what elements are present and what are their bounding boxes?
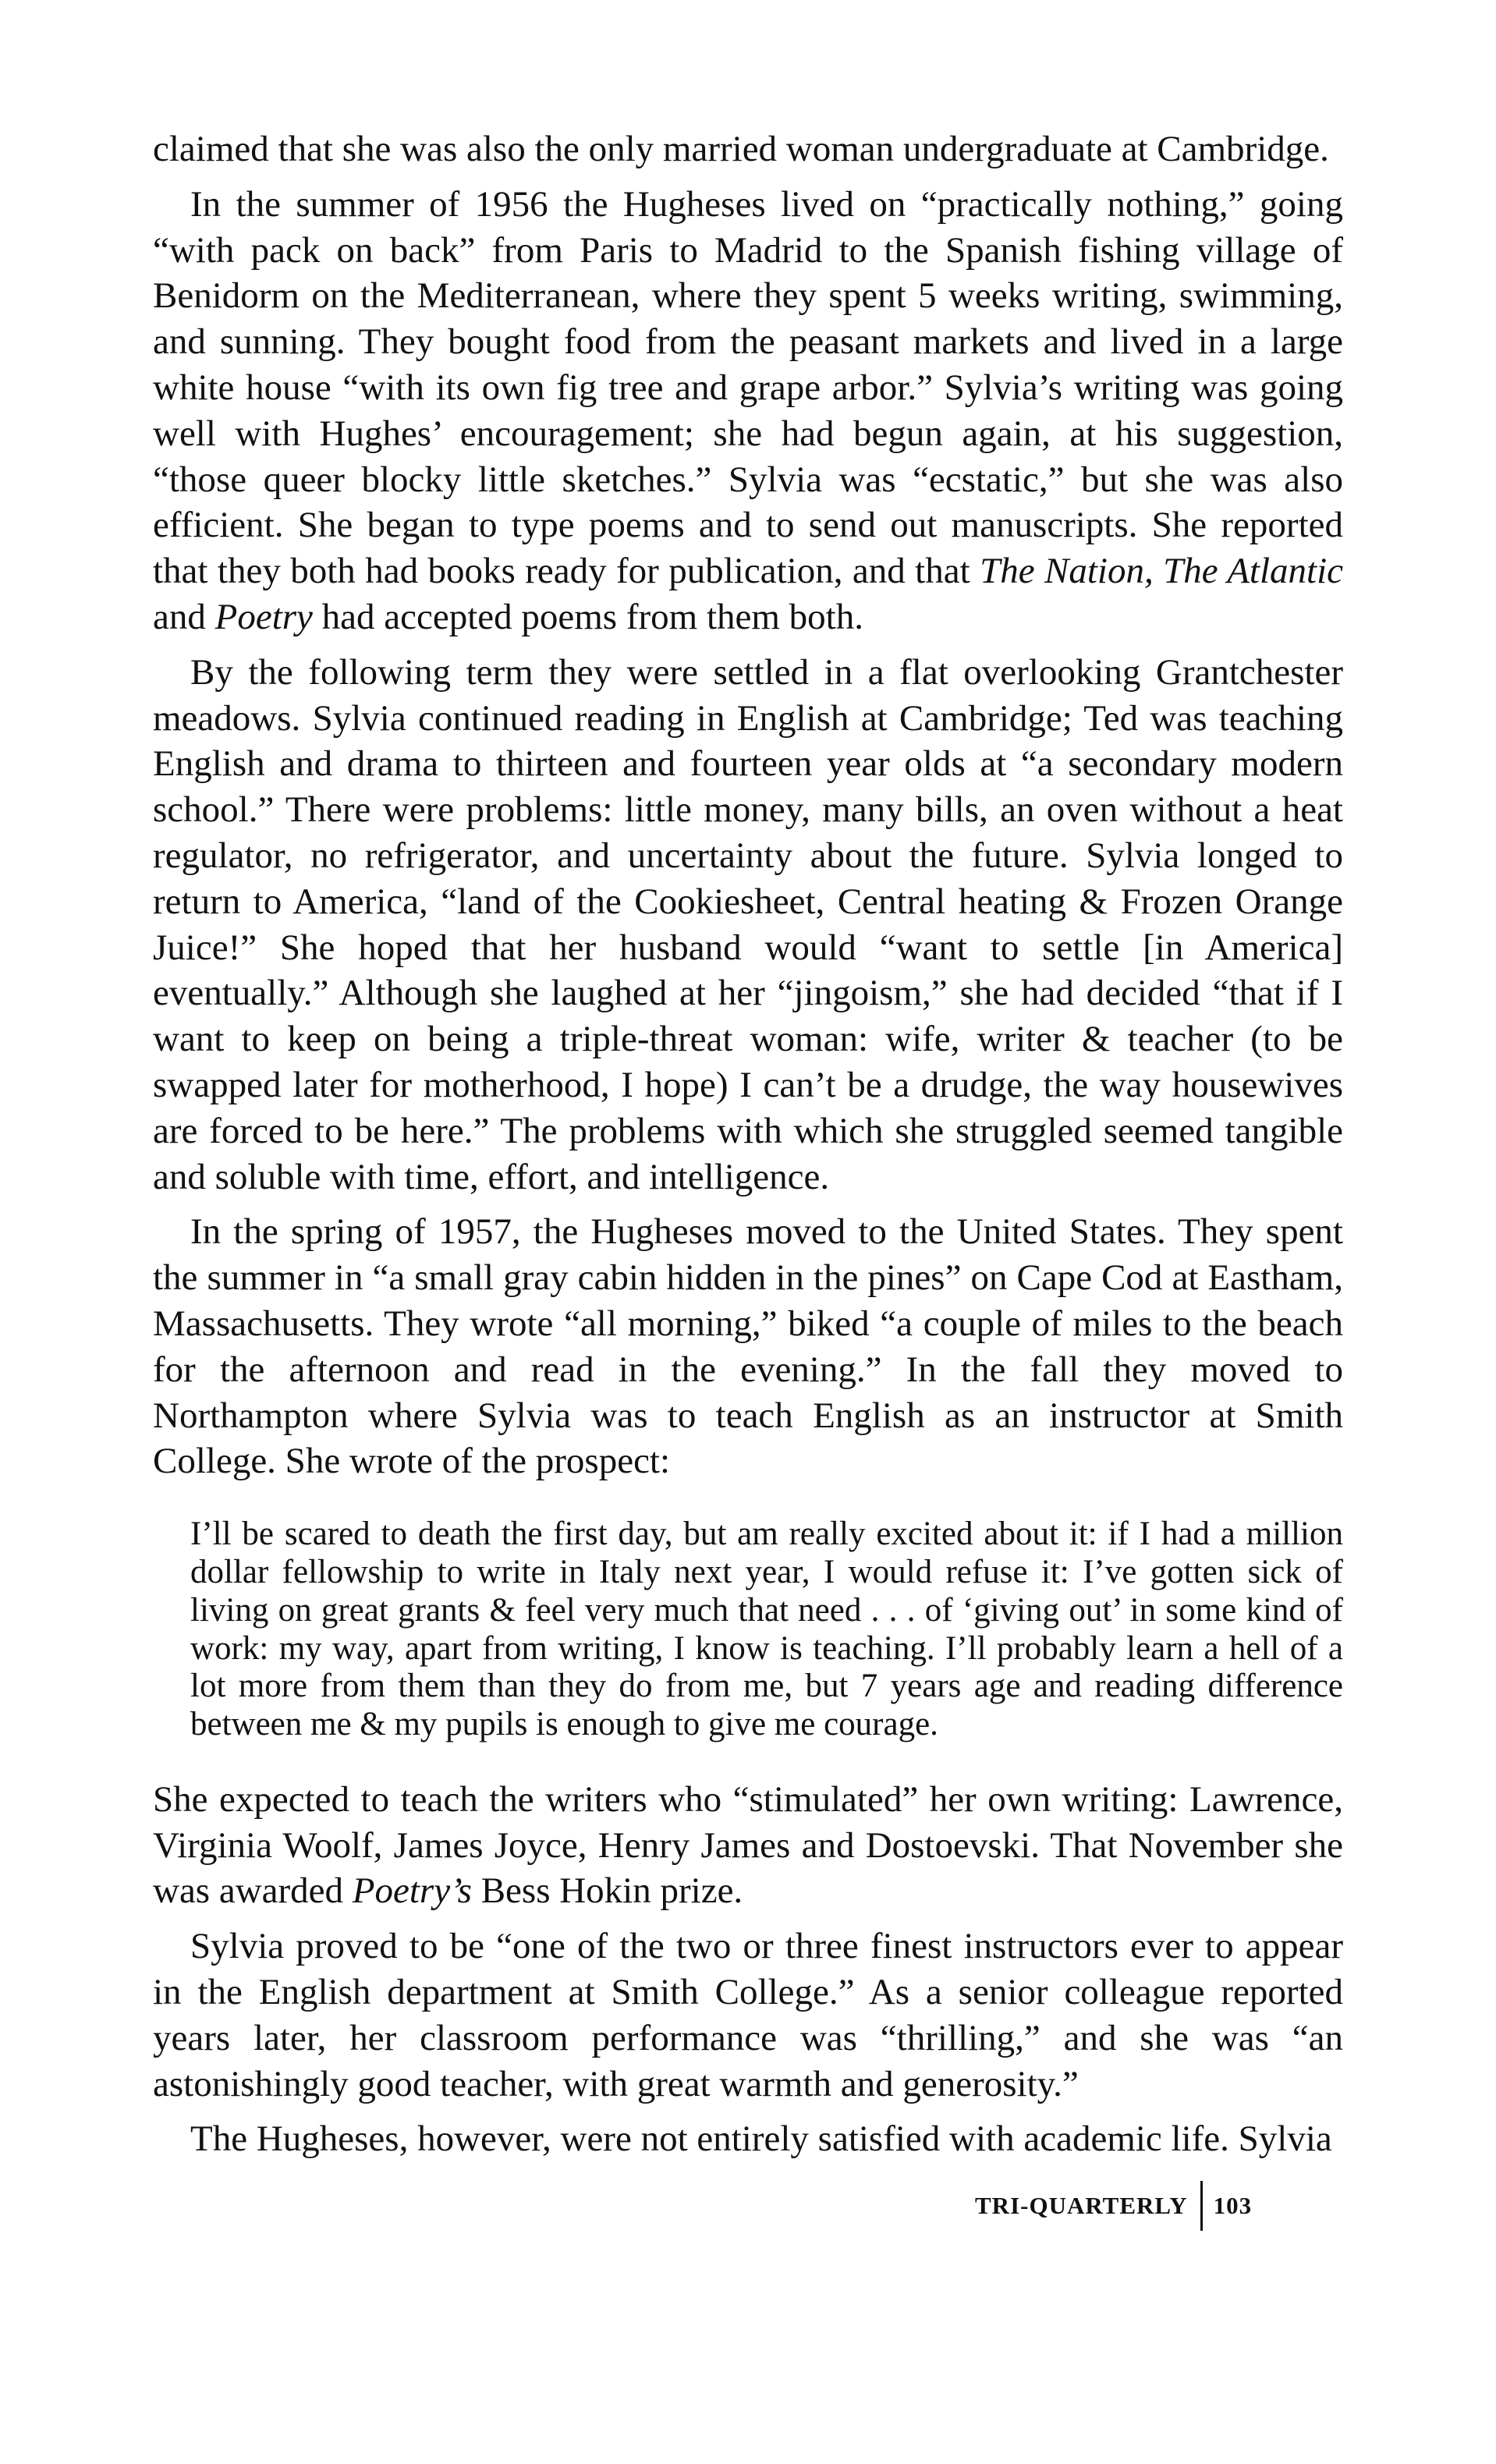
paragraph-text: In the summer of 1956 the Hugheses lived on “practically nothing,” going “with pack on back” from Paris to Madrid to the Spanish fishing village of Benidorm on the Mediterranean, where they spent 5 weeks writing, swimming, and sunning. They bought food from the peasant markets and lived in a large white house “with its own fig tree and grape arbor.” Sylvia’s writing was going well with Hughes’ encouragement; she had begun again, at his suggestion, “those queer blocky little sketches.” Sylvia was “ecstatic,” but she was also efficient. She began to type poems and to send out manuscripts. She reported that they both had books ready for publication, and that <box>153 183 1343 592</box>
footer-divider <box>1200 2181 1203 2231</box>
paragraph-text: and <box>153 596 215 637</box>
paragraph-text: In the spring of 1957, the Hugheses moved to the United States. They spent the summer in “a small gray cabin hidden in the pines” on Cape Cod at Eastham, Massachusetts. They wrote “all morning,” biked “a couple of miles to the beach for the afternoon and read in the evening.” In the fall they moved to Northampton where Sylvia was to teach English as an instructor at Smith College. She wrote of the prospect: <box>153 1211 1343 1482</box>
page-number: 103 <box>1213 2192 1253 2219</box>
italic-journal-title-poetry: Poetry <box>214 596 313 637</box>
paragraph-text: had accepted poems from them both. <box>312 596 863 637</box>
italic-journal-titles: The Nation, The Atlantic <box>980 551 1344 592</box>
paragraph-spring-1957 <box>153 1209 1343 1484</box>
paragraph-writers <box>153 1777 1343 1914</box>
paragraph-text: Sylvia proved to be “one of the two or three finest instructors ever to appear in the English department at Smith College.” As a senior colleague reported years later, her classroom performance was “thrilling,” and she was “an astonishingly good teacher, with great warmth and generosity.” <box>153 1926 1343 2104</box>
paragraph-text: The Hugheses, however, were not entirely satisfied with academic life. Sylvia <box>190 2118 1332 2160</box>
italic-poetry-possessive: Poetry’s <box>352 1870 472 1912</box>
paragraph-continuation <box>153 126 1343 172</box>
paragraph-instructor <box>153 1923 1343 2107</box>
quote-text: I’ll be scared to death the first day, but am really excited about it: if I had a million dollar fellowship to write in Italy next year, I would refuse it: I’ve gotten sick of living on great grants & feel very much that need . . . of ‘giving out’ in some kind of work: my way, apart from writing, I know is teaching. I’ll probably learn a hell of a lot more from them than they do from me, but 7 years age and reading difference between me & my pupils is enough to give me courage. <box>190 1516 1343 1743</box>
journal-name: TRI-QUARTERLY <box>975 2192 1188 2219</box>
paragraph-text: Bess Hokin prize. <box>471 1870 743 1912</box>
paragraph-text: By the following term they were settled in a flat overlooking Grantchester meadows. Sylvia continued reading in English at Cambridge; Ted was teaching English and drama to thirteen and fourteen year olds at “a secondary modern school.” There were problems: little money, many bills, an oven without a heat regulator, no refrigerator, and uncertainty about the future. Sylvia longed to return to America, “land of the Cookiesheet, Central heating & Frozen Orange Juice!” She hoped that her husband would “want to settle [in America] eventually.” Although she laughed at her “jingoism,” she had decided “that if I want to keep on being a triple-threat woman: wife, writer & teacher (to be swapped later for motherhood, I hope) I can’t be a drudge, the way housewives are forced to be here.” The problems with which she struggled seemed tangible and soluble with time, effort, and intelligence. <box>153 651 1343 1197</box>
paragraph-text: She expected to teach the writers who “stimulated” her own writing: Lawrence, Virginia Woolf, James Joyce, Henry James and Dostoevski. That November she was awarded <box>153 1778 1343 1912</box>
page-footer <box>975 2181 1252 2231</box>
block-quote <box>190 1516 1343 1744</box>
paragraph-grantchester <box>153 650 1343 1200</box>
paragraph-text: claimed that she was also the only married woman undergraduate at Cambridge. <box>153 129 1329 169</box>
paragraph-summer-1956 <box>153 182 1343 640</box>
paragraph-academic-life <box>153 2116 1343 2162</box>
body-text-column <box>153 126 1343 2172</box>
